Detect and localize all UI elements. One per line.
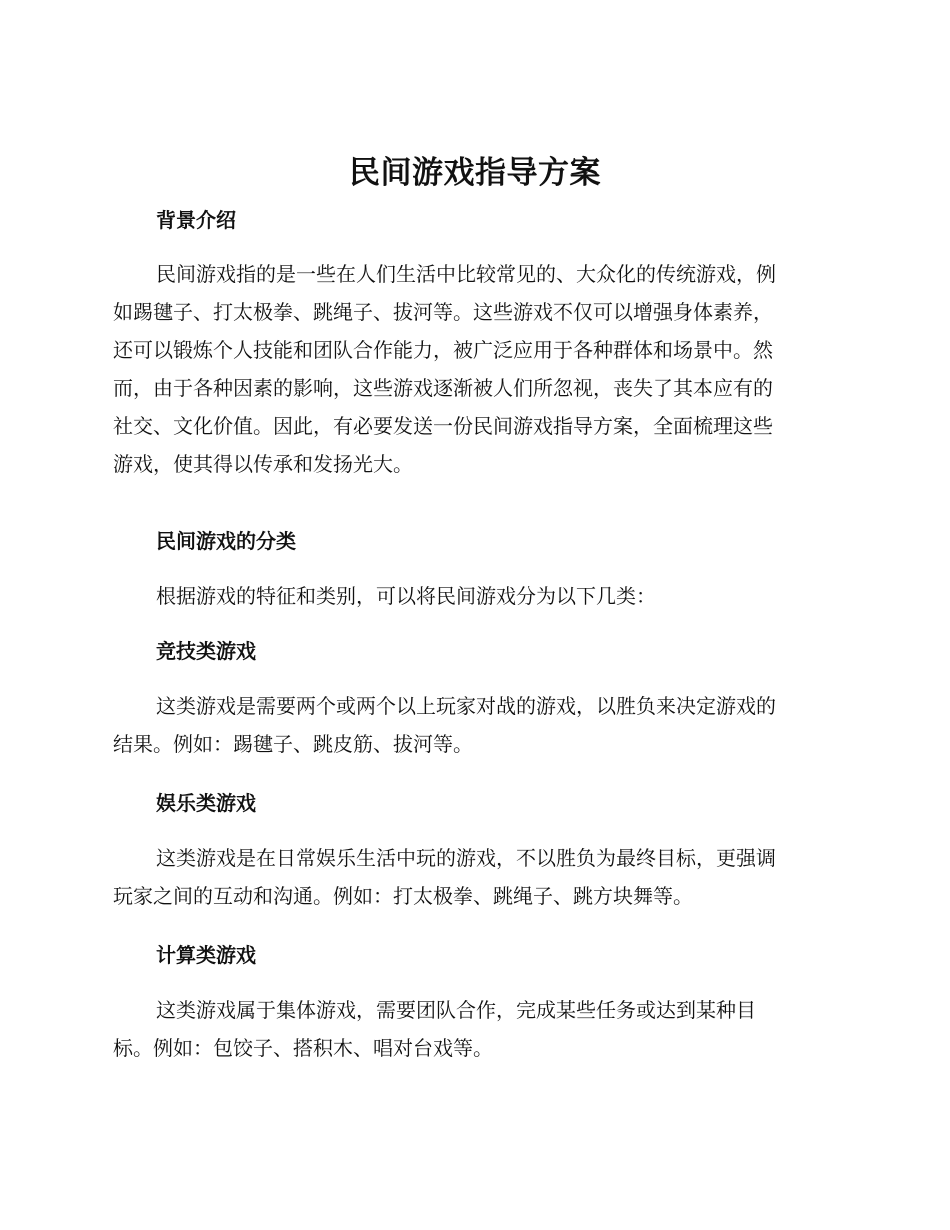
document-title: 民间游戏指导方案 <box>349 155 601 191</box>
paragraph-line: 结果。例如：踢毽子、跳皮筋、拔河等。 <box>113 732 473 756</box>
section-heading-background: 背景介绍 <box>156 208 236 232</box>
section-paragraph-entertainment <box>113 839 833 915</box>
paragraph-line: 玩家之间的互动和沟通。例如：打太极拳、跳绳子、跳方块舞等。 <box>113 884 693 908</box>
paragraph-line: 这类游戏是需要两个或两个以上玩家对战的游戏，以胜负来决定游戏的 <box>156 694 776 718</box>
paragraph-line: 根据游戏的特征和类别，可以将民间游戏分为以下几类： <box>156 584 656 608</box>
paragraph-line: 标。例如：包饺子、搭积木、唱对台戏等。 <box>113 1036 493 1060</box>
section-paragraph-calculation <box>113 991 833 1067</box>
paragraph-line: 社交、文化价值。因此，有必要发送一份民间游戏指导方案，全面梳理这些 <box>113 414 773 438</box>
section-heading-calculation: 计算类游戏 <box>156 943 256 967</box>
section-heading-entertainment: 娱乐类游戏 <box>156 791 256 815</box>
section-paragraph-background <box>113 255 833 483</box>
paragraph-line: 民间游戏指的是一些在人们生活中比较常见的、大众化的传统游戏，例 <box>156 262 776 286</box>
paragraph-line: 这类游戏是在日常娱乐生活中玩的游戏，不以胜负为最终目标，更强调 <box>156 846 776 870</box>
paragraph-line: 如踢毽子、打太极拳、跳绳子、拔河等。这些游戏不仅可以增强身体素养， <box>113 300 773 324</box>
section-heading-competitive: 竞技类游戏 <box>156 639 256 663</box>
paragraph-line: 还可以锻炼个人技能和团队合作能力，被广泛应用于各种群体和场景中。然 <box>113 338 773 362</box>
paragraph-line: 而，由于各种因素的影响，这些游戏逐渐被人们所忽视，丧失了其本应有的 <box>113 376 773 400</box>
section-paragraph-classification <box>113 577 833 615</box>
section-heading-classification: 民间游戏的分类 <box>156 529 296 553</box>
section-paragraph-competitive <box>113 687 833 763</box>
paragraph-line: 游戏，使其得以传承和发扬光大。 <box>113 452 413 476</box>
paragraph-line: 这类游戏属于集体游戏，需要团队合作，完成某些任务或达到某种目 <box>156 998 756 1022</box>
